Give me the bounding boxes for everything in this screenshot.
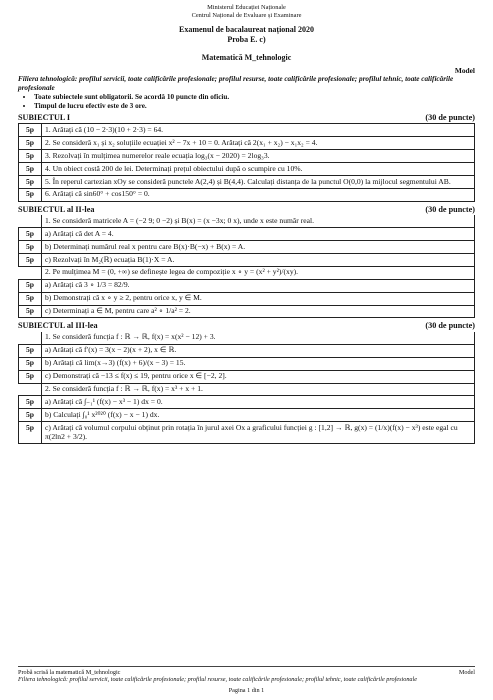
question-text: b) Calculați ∫₀¹ x²⁰²⁰ (f(x) − x − 1) dx. bbox=[42, 409, 475, 422]
question-text: 6. Arătați că sin60° + cos150° = 0. bbox=[42, 188, 475, 201]
question-text: 2. Pe mulțimea M = (0, +∞) se definește legea de compoziție x ∘ y = (x² + y²)/(xy). bbox=[42, 266, 475, 279]
question-text: c) Demonstrați că −13 ≤ f(x) ≤ 19, pentru orice x ∈ [−2, 2]. bbox=[42, 370, 475, 383]
footer-filiera: Filiera tehnologică: profilul servicii, toate calificările profesionale; profilul resurse, toate calificările profesionale; profilul tehnic, toate calificările profesionale bbox=[18, 676, 417, 684]
points-cell: 5p bbox=[19, 396, 42, 409]
question-row bbox=[19, 228, 475, 241]
section-2-table bbox=[18, 215, 475, 318]
points-cell: 5p bbox=[19, 253, 42, 266]
question-row bbox=[19, 124, 475, 137]
ministry-name: Ministerul Educației Naționale bbox=[207, 4, 286, 11]
section-points: (30 de puncte) bbox=[425, 112, 475, 122]
question-intro-row bbox=[19, 332, 475, 344]
page-header bbox=[18, 4, 475, 19]
question-row bbox=[19, 150, 475, 163]
section-title: SUBIECTUL I bbox=[18, 112, 71, 122]
points-cell: 5p bbox=[19, 137, 42, 150]
filiera-text: Filiera tehnologică: profilul servicii, toate calificările profesionale; profilul resurse, toate calificările profesionale; profilul tehnic, toate calificările profesionale bbox=[18, 75, 454, 92]
points-cell: 5p bbox=[19, 175, 42, 188]
question-row bbox=[19, 137, 475, 150]
question-row bbox=[19, 357, 475, 370]
question-intro-row bbox=[19, 266, 475, 279]
question-text: 4. Un obiect costă 200 de lei. Determinați prețul obiectului după o scumpire cu 10%. bbox=[42, 163, 475, 176]
exam-proba: Proba E. c) bbox=[227, 35, 266, 45]
section-1-table bbox=[18, 123, 475, 201]
question-text: a) Arătați că ∫₋₁¹ (f(x) − x³ − 1) dx = 0. bbox=[42, 396, 475, 409]
section-3-table bbox=[18, 332, 475, 444]
points-cell: 5p bbox=[19, 422, 42, 444]
points-cell bbox=[19, 383, 42, 396]
question-text: c) Arătați că volumul corpului obținut prin rotația în jurul axei Ox a graficului funcției g : [1,2] → ℝ, g(x) = (1/x)(f(x) − x³) este egal cu π(2ln2 + 3/2). bbox=[42, 422, 475, 444]
rule-item: • Toate subiectele sunt obligatorii. Se acordă 10 puncte din oficiu. bbox=[34, 93, 475, 101]
question-row bbox=[19, 175, 475, 188]
section-1-header bbox=[18, 113, 475, 122]
question-row bbox=[19, 253, 475, 266]
points-cell bbox=[19, 215, 42, 227]
question-text: c) Rezolvați în M₂(ℝ) ecuația B(1)·X = A. bbox=[42, 253, 475, 266]
center-name: Centrul Național de Evaluare și Examinare bbox=[191, 11, 302, 19]
question-row bbox=[19, 396, 475, 409]
points-cell: 5p bbox=[19, 292, 42, 305]
points-cell: 5p bbox=[19, 228, 42, 241]
question-text: 3. Rezolvați în mulțimea numerelor reale ecuația log₃(x − 2020) = 2log₃3. bbox=[42, 150, 475, 163]
question-row bbox=[19, 422, 475, 444]
question-text: c) Determinați a ∈ M, pentru care a² ∘ 1/a² = 2. bbox=[42, 305, 475, 318]
points-cell: 5p bbox=[19, 124, 42, 137]
question-text: b) Demonstrați că x ∘ y ≥ 2, pentru orice x, y ∈ M. bbox=[42, 292, 475, 305]
question-row bbox=[19, 292, 475, 305]
exam-subject: Matematică M_tehnologic bbox=[201, 53, 292, 63]
rule-item: • Timpul de lucru efectiv este de 3 ore. bbox=[34, 102, 475, 110]
exam-title-block bbox=[18, 25, 475, 45]
question-row bbox=[19, 241, 475, 254]
question-text: a) Arătați că 3 ∘ 1/3 = 82/9. bbox=[42, 279, 475, 292]
section-points: (30 de puncte) bbox=[425, 321, 475, 331]
section-2-header bbox=[18, 205, 475, 214]
page-number: Pagina 1 din 1 bbox=[228, 686, 265, 694]
question-row bbox=[19, 344, 475, 357]
question-row bbox=[19, 188, 475, 201]
points-cell bbox=[19, 332, 42, 344]
points-cell: 5p bbox=[19, 188, 42, 201]
points-cell: 5p bbox=[19, 305, 42, 318]
question-text: a) Arătați că f′(x) = 3(x − 2)(x + 2), x ∈ ℝ. bbox=[42, 344, 475, 357]
points-cell: 5p bbox=[19, 344, 42, 357]
question-text: 1. Se consideră funcția f : ℝ → ℝ, f(x) = x(x² − 12) + 3. bbox=[42, 332, 475, 344]
points-cell: 5p bbox=[19, 163, 42, 176]
section-points: (30 de puncte) bbox=[425, 204, 475, 214]
question-row bbox=[19, 279, 475, 292]
question-text: b) Arătați că lim(x→3) (f(x) + 6)/(x − 3) = 15. bbox=[42, 357, 475, 370]
question-text: 1. Arătați că (10 − 2·3)(10 + 2·3) = 64. bbox=[42, 124, 475, 137]
points-cell: 5p bbox=[19, 279, 42, 292]
question-text: a) Arătați că det A = 4. bbox=[42, 228, 475, 241]
points-cell: 5p bbox=[19, 241, 42, 254]
question-intro-row bbox=[19, 215, 475, 227]
question-text: b) Determinați numărul real x pentru care B(x)·B(−x) + B(x) = A. bbox=[42, 241, 475, 254]
points-cell: 5p bbox=[19, 409, 42, 422]
footer-right: Model bbox=[458, 668, 475, 676]
question-text: 5. În reperul cartezian xOy se consideră punctele A(2,4) și B(4,4). Calculați distanța de la punctul O(0,0) la mijlocul segmentului AB. bbox=[42, 175, 475, 188]
question-row bbox=[19, 163, 475, 176]
question-intro-row bbox=[19, 383, 475, 396]
points-cell: 5p bbox=[19, 150, 42, 163]
question-row bbox=[19, 370, 475, 383]
model-label: Model bbox=[454, 65, 475, 75]
question-text: 1. Se consideră matricele A = (−2 9; 0 −2) și B(x) = (x −3x; 0 x), unde x este număr real. bbox=[42, 215, 475, 227]
exam-title: Examenul de bacalaureat național 2020 bbox=[179, 25, 314, 35]
section-title: SUBIECTUL al III-lea bbox=[18, 321, 98, 331]
question-row bbox=[19, 409, 475, 422]
section-title: SUBIECTUL al II-lea bbox=[18, 204, 95, 214]
section-3-header bbox=[18, 321, 475, 330]
question-text: 2. Se consideră funcția f : ℝ → ℝ, f(x) = x³ + x + 1. bbox=[42, 383, 475, 396]
question-text: 2. Se consideră x₁ și x₂ soluțiile ecuației x² − 7x + 10 = 0. Arătați că 2(x₁ + x₂) − x₁x₂ = 4. bbox=[42, 137, 475, 150]
rules-list bbox=[18, 93, 475, 110]
question-row bbox=[19, 305, 475, 318]
points-cell bbox=[19, 266, 42, 279]
footer-left: Probă scrisă la matematică M_tehnologic bbox=[18, 668, 121, 676]
page-footer bbox=[18, 666, 475, 694]
points-cell: 5p bbox=[19, 370, 42, 383]
points-cell: 5p bbox=[19, 357, 42, 370]
